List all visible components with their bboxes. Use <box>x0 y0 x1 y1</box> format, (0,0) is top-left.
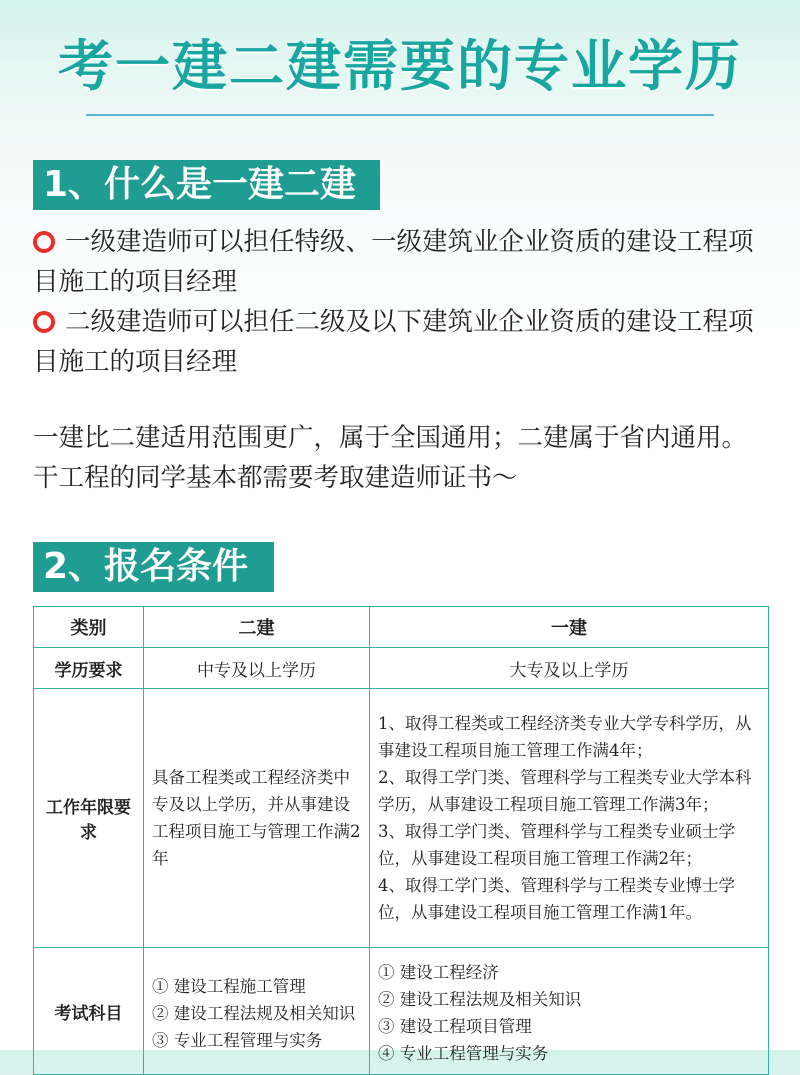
page-title: 考一建二建需要的专业学历 <box>57 34 742 98</box>
table-row <box>34 948 769 1075</box>
cell-work-second: 具备工程类或工程经济类中专及以上学历，并从事建设工程项目施工与管理工作满2年 <box>144 689 370 948</box>
bullet-text: 一级建造师可以担任特级、一级建筑业企业资质的建设工程项目施工的项目经理 <box>33 227 754 297</box>
cell-work-first <box>370 689 769 948</box>
list-item: ③ 建设工程项目管理 <box>378 1017 532 1036</box>
cell-education-second: 中专及以上学历 <box>144 648 370 689</box>
cell-subjects-second <box>144 948 370 1075</box>
list-item: ① 建设工程施工管理 <box>152 976 306 996</box>
bullet-item-first-class <box>33 222 763 302</box>
row-label-subjects: 考试科目 <box>34 948 144 1075</box>
list-item: 3、取得工学门类、管理科学与工程类专业硕士学位，从事建设工程项目施工管理工作满2年； <box>378 822 735 868</box>
bullet-item-second-class <box>33 302 763 382</box>
list-item: 2、取得工学门类、管理科学与工程类专业大学本科学历，从事建设工程项目施工管理工作满3年； <box>378 768 752 814</box>
section-heading-requirements: 2、报名条件 <box>33 542 274 592</box>
list-item: ② 建设工程法规及相关知识 <box>152 1003 356 1023</box>
section-heading-what-is: 1、什么是一建二建 <box>33 160 380 210</box>
red-circle-icon <box>33 311 55 333</box>
header-second-class: 二建 <box>144 607 370 648</box>
cell-education-first: 大专及以上学历 <box>370 648 769 689</box>
summary-paragraph: 一建比二建适用范围更广，属于全国通用；二建属于省内通用。干工程的同学基本都需要考取建造师证书～ <box>33 423 748 493</box>
list-item: ② 建设工程法规及相关知识 <box>378 990 582 1009</box>
list-item: ① 建设工程经济 <box>378 963 499 982</box>
row-label-education: 学历要求 <box>34 648 144 689</box>
header-category: 类别 <box>34 607 144 648</box>
bullet-text: 二级建造师可以担任二级及以下建筑业企业资质的建设工程项目施工的项目经理 <box>33 307 754 377</box>
cell-subjects-first <box>370 948 769 1075</box>
list-item: ③ 专业工程管理与实务 <box>152 1030 323 1050</box>
red-circle-icon <box>33 231 55 253</box>
table-row <box>34 648 769 689</box>
header-first-class: 一建 <box>370 607 769 648</box>
list-item: 4、取得工学门类、管理科学与工程类专业博士学位，从事建设工程项目施工管理工作满1年。 <box>378 876 735 922</box>
list-item: 1、取得工程类或工程经济类专业大学专科学历，从事建设工程项目施工管理工作满4年； <box>378 714 752 760</box>
table-header-row <box>34 607 769 648</box>
row-label-work-years: 工作年限要求 <box>34 689 144 948</box>
requirements-table <box>33 606 769 1075</box>
list-item: ④ 专业工程管理与实务 <box>378 1044 549 1063</box>
title-divider <box>86 114 714 116</box>
table-row <box>34 689 769 948</box>
